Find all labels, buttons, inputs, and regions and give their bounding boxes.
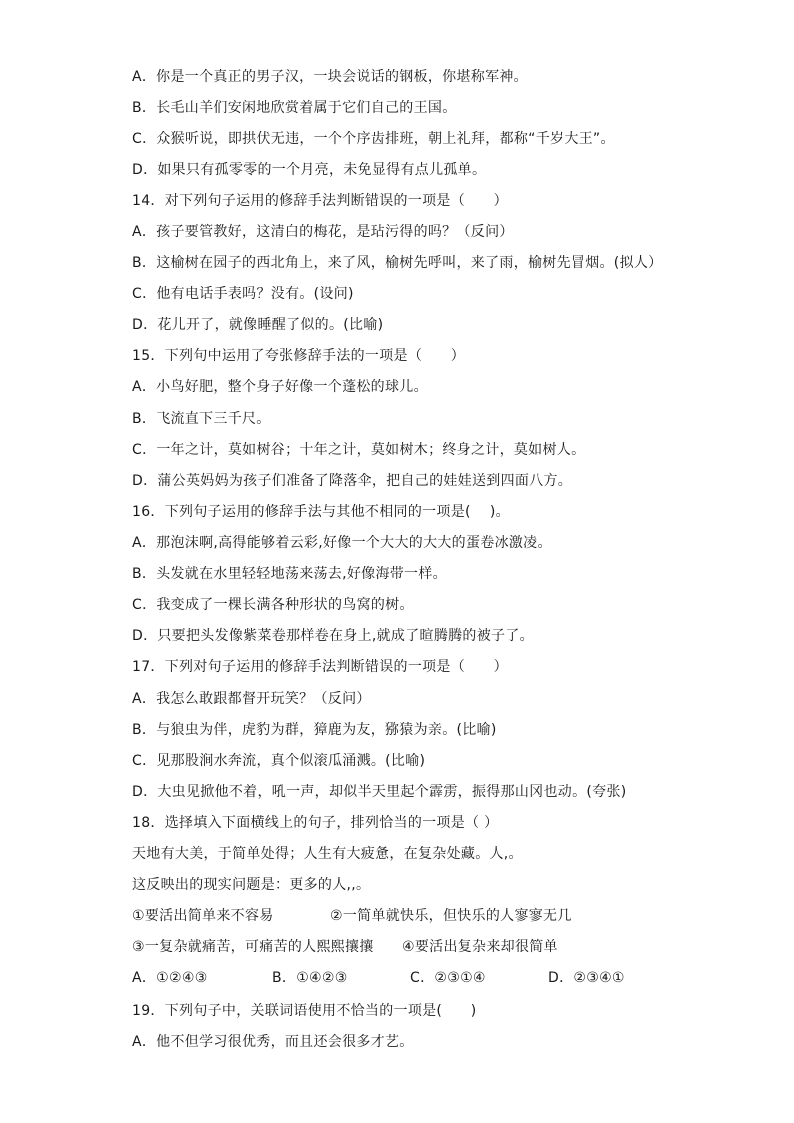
option-line: C．见那股涧水奔流，真个似滚瓜涌溅。(比喻) [132, 753, 426, 769]
option-line: D．如果只有孤零零的一个月亮，未免显得有点儿孤单。 [132, 162, 487, 178]
option-line: D．蒲公英妈妈为孩子们准备了降落伞，把自己的娃娃送到四面八方。 [132, 473, 573, 489]
option-line: C．众猴听说，即拱伏无违，一个个序齿排班，朝上礼拜，都称“千岁大王”。 [132, 131, 615, 147]
option-line: D．花儿开了，就像睡醒了似的。(比喻) [132, 317, 384, 333]
option-line: A．你是一个真正的男子汉，一块会说话的钢板，你堪称军神。 [132, 69, 528, 85]
option-line: A．小鸟好肥，整个身子好像一个蓬松的球儿。 [132, 379, 428, 395]
q18-option-b: B．①④②③ [272, 970, 348, 986]
question-15: 15．下列句中运用了夸张修辞手法的一项是（ ） [132, 348, 466, 364]
q18-item-3: ③一复杂就痛苦，可痛苦的人熙熙攘攘 [132, 939, 374, 955]
question-16: 16．下列句子运用的修辞手法与其他不相同的一项是( )。 [132, 504, 510, 520]
option-line: B．头发就在水里轻轻地荡来荡去,好像海带一样。 [132, 566, 447, 582]
option-line: A．孩子要管教好，这清白的梅花，是玷污得的吗？（反问） [132, 224, 514, 240]
question-14: 14．对下列句子运用的修辞手法判断错误的一项是（ ） [132, 193, 508, 209]
question-19: 19．下列句子中，关联词语使用不恰当的一项是( ) [132, 1003, 477, 1019]
option-line: A．我怎么敢跟都督开玩笑？（反问） [132, 691, 371, 707]
option-line: C．一年之计，莫如树谷；十年之计，莫如树木；终身之计，莫如树人。 [132, 442, 586, 458]
q18-item-4: ④要活出复杂来却很简单 [402, 939, 558, 955]
option-line: B．这榆树在园子的西北角上，来了风，榆树先呼叫，来了雨，榆树先冒烟。(拟人） [132, 255, 663, 271]
q18-item-1: ①要活出简单来不容易 [132, 908, 274, 924]
option-line: C．我变成了一棵长满各种形状的鸟窝的树。 [132, 597, 414, 613]
question-18-text: 天地有大美，于简单处得；人生有大疲惫，在复杂处藏。人,。 [132, 846, 523, 862]
option-line: B．长毛山羊们安闲地欣赏着属于它们自己的王国。 [132, 100, 457, 116]
q18-option-a: A．①②④③ [132, 970, 208, 986]
q18-option-d: D．②③④① [548, 970, 625, 986]
question-18-text: 这反映出的现实问题是：更多的人,,。 [132, 877, 371, 893]
option-line: A．他不但学习很优秀，而且还会很多才艺。 [132, 1034, 414, 1050]
q18-item-2: ②一简单就快乐，但快乐的人寥寥无几 [330, 908, 572, 924]
q18-option-c: C．②③①④ [410, 970, 486, 986]
option-line: D．只要把头发像紫菜卷那样卷在身上,就成了暄腾腾的被子了。 [132, 628, 534, 644]
option-line: C．他有电话手表吗？没有。(设问) [132, 286, 354, 302]
option-line: A．那泡沫啊,高得能够着云彩,好像一个大大的大大的蛋卷冰激凌。 [132, 535, 552, 551]
question-18: 18．选择填入下面横线上的句子，排列恰当的一项是（ ） [132, 815, 499, 831]
option-line: B．飞流直下三千尺。 [132, 411, 271, 427]
option-line: B．与狼虫为伴，虎豹为群，獐鹿为友，猕猿为亲。(比喻) [132, 722, 497, 738]
option-line: D．大虫见掀他不着，吼一声，却似半天里起个霹雳，振得那山冈也动。(夸张) [132, 784, 627, 800]
question-17: 17．下列对句子运用的修辞手法判断错误的一项是（ ） [132, 659, 508, 675]
